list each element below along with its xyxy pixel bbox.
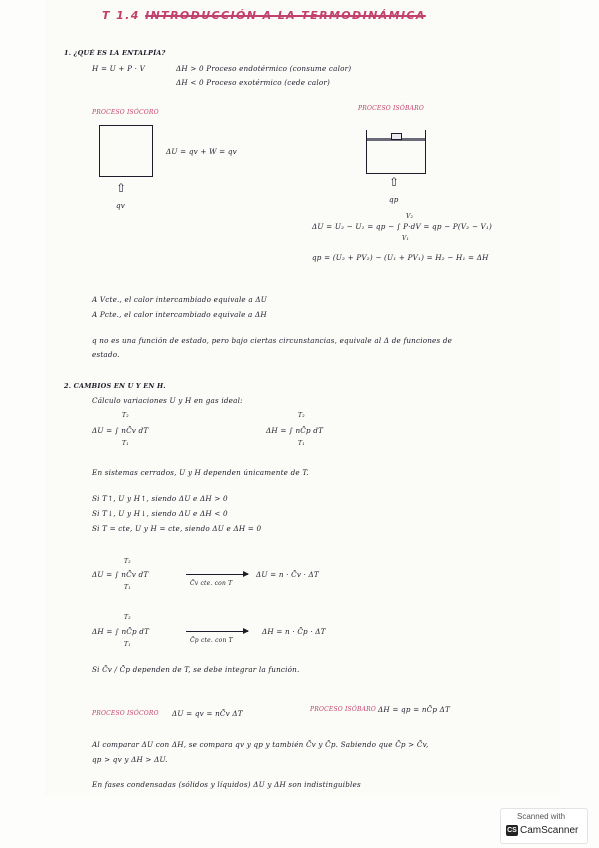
dh-arrow [186, 631, 248, 632]
dh-condition: C̄p cte. con T [190, 637, 233, 644]
dh-limit-lower: T₁ [298, 440, 305, 447]
note-pcte: A Pcte., el calor intercambiado equivale a ΔH [92, 310, 267, 319]
isobaro-label-2: PROCESO ISÓBARO [310, 706, 376, 713]
isobaro-cylinder [366, 130, 426, 174]
piston-weight [391, 133, 402, 140]
page-title [102, 9, 426, 22]
isocoro-label: PROCESO ISÓCORO [92, 109, 159, 116]
du-arrow [186, 574, 248, 575]
du-integral: ΔU = ∫ nC̄v dT [92, 426, 149, 435]
du-limit-lower: T₁ [122, 440, 129, 447]
dh-integral-2: ΔH = ∫ nC̄p dT [92, 627, 150, 636]
closed-systems-note: En sistemas cerrados, U y H dependen únicamente de T. [92, 468, 309, 477]
isobaro-summary: ΔH = qp = nC̄p ΔT [378, 705, 451, 714]
dh-result: ΔH = n · C̄p · ΔT [262, 627, 326, 636]
limit-lower: V₁ [402, 235, 410, 242]
case-decrease: Si T↓, U y H↓, siendo ΔU e ΔH < 0 [92, 509, 228, 518]
dh-limit-upper: T₂ [298, 412, 305, 419]
isocoro-equation: ΔU = qv + W = qv [166, 147, 237, 156]
dh-integral: ΔH = ∫ nC̄p dT [266, 426, 324, 435]
compare-line1: Al comparar ΔU con ΔH, se compara qv y qp y también C̄v y C̄p. Sabiendo que C̄p > C̄v, [92, 740, 429, 749]
note-q-line1: q no es una función de estado, pero bajo ciertas circunstancias, equivale al Δ de funciones de [92, 336, 453, 345]
isobaro-equation-1: ΔU = U₂ − U₁ = qp − ∫ P·dV = qp − P(V₂ − V₁) [312, 222, 493, 231]
isocoro-label-2: PROCESO ISÓCORO [92, 710, 159, 717]
du-condition: C̄v cte. con T [190, 580, 233, 587]
dh2-limit-lower: T₁ [124, 641, 131, 648]
du2-limit-upper: T₂ [124, 558, 131, 565]
enthalpy-definition: H = U + P · V [92, 64, 145, 73]
du-result: ΔU = n · C̄v · ΔT [256, 570, 319, 579]
compare-line2: qp > qv y ΔH > ΔU. [92, 755, 168, 764]
up-arrow-icon: ⇧ [389, 175, 400, 189]
title-number: T 1.4 [102, 9, 140, 22]
du-integral-2: ΔU = ∫ nC̄v dT [92, 570, 149, 579]
up-arrow-icon: ⇧ [116, 181, 127, 195]
case-increase: Si T↑, U y H↑, siendo ΔU e ΔH > 0 [92, 494, 228, 503]
du2-limit-lower: T₁ [124, 584, 131, 591]
scanner-line1: Scanned with [517, 812, 566, 821]
scanner-watermark [500, 808, 588, 844]
isocoro-summary: ΔU = qv = nC̄v ΔT [172, 709, 243, 718]
note-vcte: A Vcte., el calor intercambiado equivale a ΔU [92, 295, 267, 304]
isobaro-heat: qp [389, 195, 399, 204]
title-text: INTRODUCCIÓN A LA TERMODINÁMICA [145, 9, 426, 22]
isocoro-heat: qv [116, 201, 126, 210]
section-2-intro: Cálculo variaciones U y H en gas ideal: [92, 396, 243, 405]
section-2-heading: 2. CAMBIOS EN U Y EN H. [64, 382, 166, 390]
case-constant: Si T = cte, U y H = cte, siendo ΔU e ΔH = 0 [92, 524, 262, 533]
dh2-limit-upper: T₂ [124, 614, 131, 621]
isobaro-label: PROCESO ISÓBARO [358, 105, 424, 112]
limit-upper: V₂ [406, 213, 414, 220]
exothermic-line: ΔH < 0 Proceso exotérmico (cede calor) [176, 78, 331, 87]
endothermic-line: ΔH > 0 Proceso endotérmico (consume calor) [176, 64, 352, 73]
du-limit-upper: T₂ [122, 412, 129, 419]
dependence-note: Si C̄v / C̄p dependen de T, se debe integrar la función. [92, 665, 300, 674]
isobaro-equation-2: qp = (U₂ + PV₂) − (U₁ + PV₁) = H₂ − H₁ = ΔH [312, 253, 489, 262]
scanner-line2: CamScanner [520, 825, 579, 836]
note-q-line2: estado. [92, 350, 120, 359]
section-1-heading: 1. ¿QUÉ ES LA ENTALPÍA? [64, 49, 166, 57]
camscanner-logo-icon: CS [507, 827, 517, 834]
isocoro-container [99, 125, 153, 177]
condensed-phases-note: En fases condensadas (sólidos y líquidos) ΔU y ΔH son indistinguibles [92, 780, 361, 789]
